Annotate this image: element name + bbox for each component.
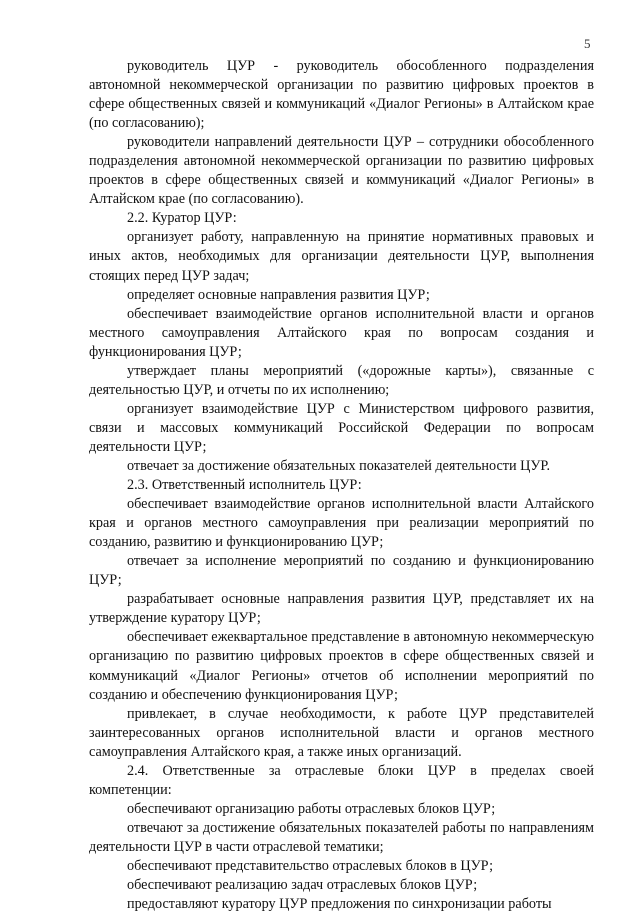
paragraph: предоставляют куратору ЦУР предложения по синхронизации работы (127, 896, 552, 913)
paragraph: отвечает за достижение обязательных показателей деятельности ЦУР. (127, 457, 551, 474)
paragraph: обеспечивает взаимодействие органов исполнительной власти и органов местного самоуправления Алтайского края по вопросам создания и функционирования ЦУР; (89, 305, 594, 360)
page-number: 5 (584, 36, 591, 51)
section-heading: 2.2. Куратор ЦУР: (127, 210, 237, 227)
paragraph: организует работу, направленную на принятие нормативных правовых и иных актов, необходимых для организации деятельности ЦУР, выполнения стоящих перед ЦУР задач; (89, 229, 594, 284)
paragraph: руководитель ЦУР - руководитель обособленного подразделения автономной некоммерческой организации по развитию цифровых проектов в сфере общественных связей и коммуникаций «Диалог Регионы» в Алтайском крае (по согласованию); (89, 58, 594, 132)
paragraph: отвечают за достижение обязательных показателей работы по направлениям деятельности ЦУР в части отраслевой тематики; (89, 819, 594, 855)
paragraph: определяет основные направления развития ЦУР; (127, 286, 430, 303)
paragraph: разрабатывает основные направления развития ЦУР, представляет их на утверждение куратору ЦУР; (89, 591, 594, 627)
section-heading: 2.4. Ответственные за отраслевые блоки ЦУР в пределах своей компетенции: (89, 762, 594, 798)
paragraph: обеспечивает ежеквартальное представление в автономную некоммерческую организацию по развитию цифровых проектов в сфере общественных связей и коммуникаций «Диалог Регионы» отчетов об исполнении мероприятий по созданию и обеспечению функционирования ЦУР; (89, 629, 594, 703)
paragraph: привлекает, в случае необходимости, к работе ЦУР представителей заинтересованных органов исполнительной власти и органов местного самоуправления Алтайского края, а также иных организаций. (89, 705, 594, 760)
paragraph: утверждает планы мероприятий («дорожные карты»), связанные с деятельностью ЦУР, и отчеты по их исполнению; (89, 362, 594, 398)
section-heading: 2.3. Ответственный исполнитель ЦУР: (127, 477, 362, 494)
paragraph: обеспечивают представительство отраслевых блоков в ЦУР; (127, 857, 494, 874)
document-body (89, 57, 594, 914)
paragraph: организует взаимодействие ЦУР с Министерством цифрового развития, связи и массовых коммуникаций Российской Федерации по вопросам деятельности ЦУР; (89, 400, 594, 455)
paragraph: обеспечивают организацию работы отраслевых блоков ЦУР; (127, 800, 496, 817)
paragraph: отвечает за исполнение мероприятий по созданию и функционированию ЦУР; (89, 553, 594, 589)
paragraph: руководители направлений деятельности ЦУР – сотрудники обособленного подразделения автономной некоммерческой организации по развитию цифровых проектов в сфере общественных связей и коммуникаций «Диалог Регионы» в Алтайском крае (по согласованию). (89, 134, 594, 208)
paragraph: обеспечивают реализацию задач отраслевых блоков ЦУР; (127, 877, 478, 894)
paragraph: обеспечивает взаимодействие органов исполнительной власти Алтайского края и органов местного самоуправления при реализации мероприятий по созданию, развитию и функционированию ЦУР; (89, 496, 594, 551)
